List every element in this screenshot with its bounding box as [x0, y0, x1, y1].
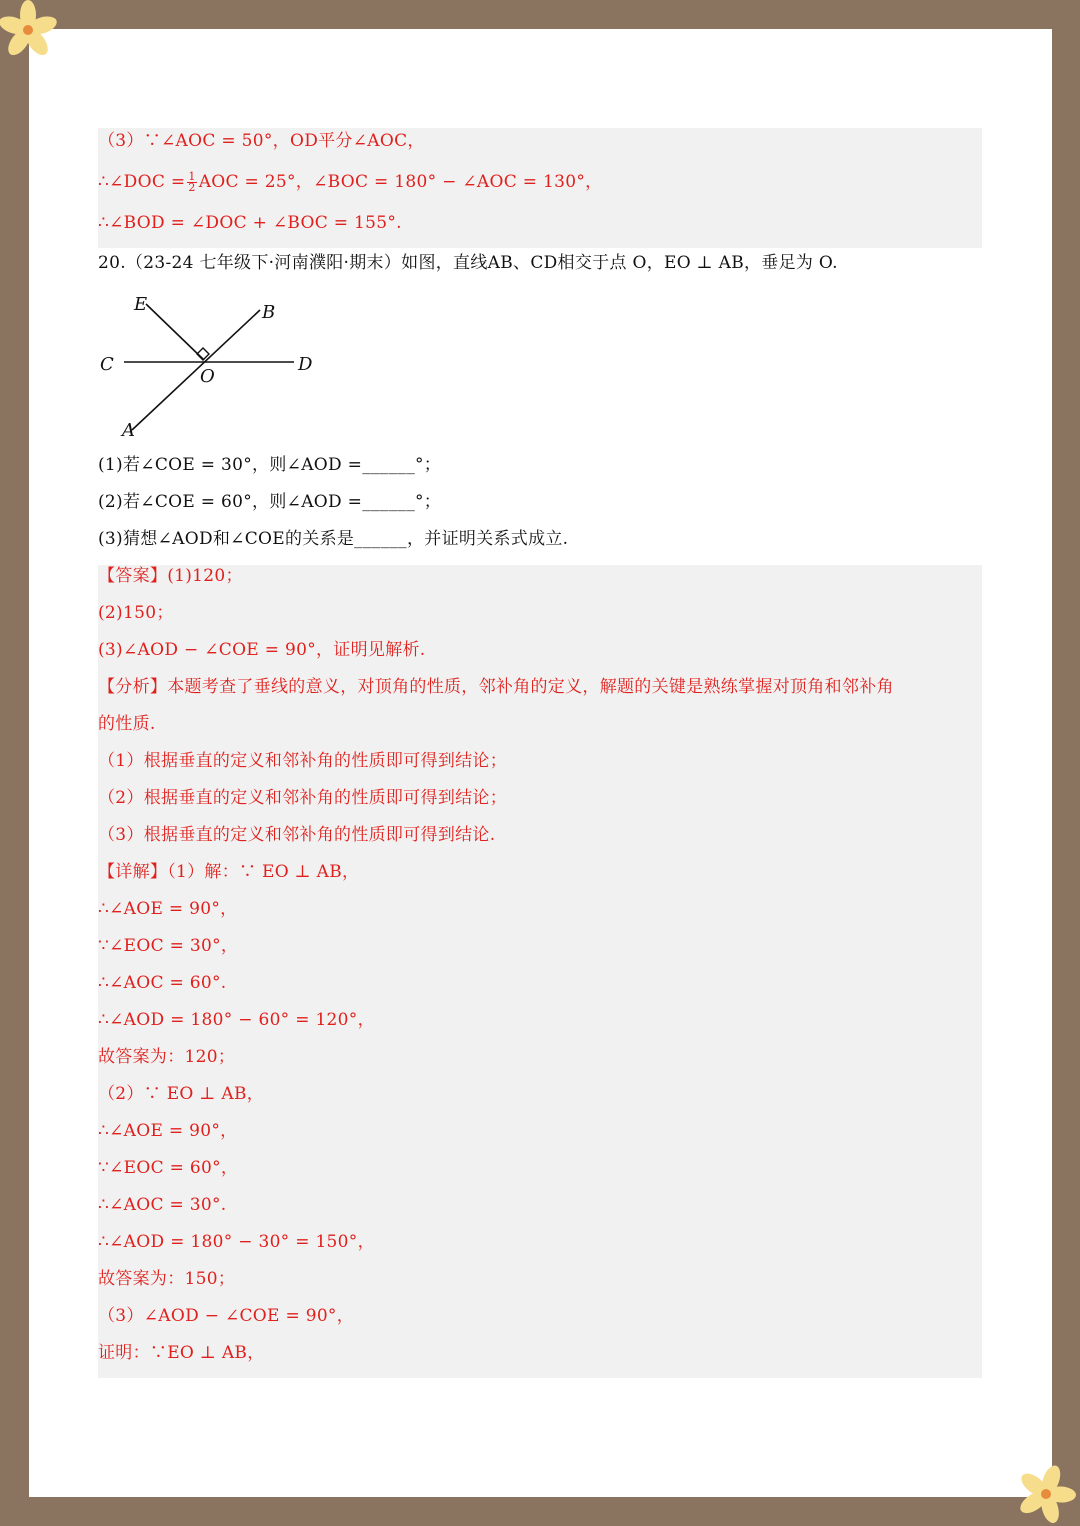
detail-line-3: ∵∠EOC = 30°，	[98, 936, 239, 956]
detail-line-9: ∵∠EOC = 60°，	[98, 1158, 239, 1178]
analysis-line-5: （3）根据垂直的定义和邻补角的性质即可得到结论.	[98, 825, 496, 845]
answer-line-3: (3)∠AOD − ∠COE = 90°，证明见解析.	[98, 640, 426, 660]
detail-line-7: （2）∵ EO ⊥ AB，	[98, 1084, 265, 1104]
prev-line-2	[98, 170, 998, 194]
detail-line-13: （3）∠AOD − ∠COE = 90°，	[98, 1306, 355, 1326]
label-e: E	[134, 294, 148, 315]
label-c: C	[100, 354, 114, 375]
detail-line-14: 证明：∵EO ⊥ AB，	[98, 1343, 265, 1363]
analysis-line-1: 【分析】本题考查了垂线的意义，对顶角的性质，邻补角的定义，解题的关键是熟练掌握对顶角和邻补角	[98, 677, 894, 697]
label-b: B	[262, 302, 276, 323]
detail-line-6: 故答案为：120；	[98, 1047, 236, 1067]
question-part-2: (2)若∠COE = 60°，则∠AOD =______°；	[98, 492, 442, 512]
fraction-half	[187, 172, 196, 193]
answer-line-2: (2)150；	[98, 603, 174, 623]
detail-line-4: ∴∠AOC = 60°.	[98, 973, 227, 993]
line-eo	[146, 304, 204, 360]
question-stem: 20.（23-24 七年级下·河南濮阳·期末）如图，直线AB、CD相交于点 O，EO ⊥ AB，垂足为 O.	[98, 253, 838, 273]
analysis-line-2: 的性质.	[98, 714, 156, 734]
analysis-line-4: （2）根据垂直的定义和邻补角的性质即可得到结论；	[98, 788, 508, 808]
detail-line-5: ∴∠AOD = 180° − 60° = 120°，	[98, 1010, 375, 1030]
label-o: O	[200, 366, 215, 387]
flower-decoration-icon	[0, 0, 62, 62]
analysis-line-3: （1）根据垂直的定义和邻补角的性质即可得到结论；	[98, 751, 508, 771]
question-part-3: (3)猜想∠AOD和∠COE的关系是______，并证明关系式成立.	[98, 529, 569, 549]
flower-decoration-icon	[1012, 1462, 1076, 1526]
geometry-figure	[94, 288, 334, 448]
label-d: D	[298, 354, 313, 375]
prev-line-1: （3）∵∠AOC = 50°，OD平分∠AOC，	[98, 131, 425, 151]
label-a: A	[122, 420, 135, 441]
question-part-1: (1)若∠COE = 30°，则∠AOD =______°；	[98, 455, 442, 475]
line-ab	[132, 310, 260, 430]
detail-line-2: ∴∠AOE = 90°，	[98, 899, 238, 919]
fraction-denominator: 2	[188, 181, 196, 194]
prev-line-2a: ∴∠DOC =	[98, 172, 186, 192]
detail-line-12: 故答案为：150；	[98, 1269, 236, 1289]
detail-line-10: ∴∠AOC = 30°.	[98, 1195, 227, 1215]
detail-line-1: 【详解】（1）解：∵ EO ⊥ AB，	[98, 862, 360, 882]
prev-line-2b: AOC = 25°，∠BOC = 180° − ∠AOC = 130°，	[198, 172, 603, 192]
detail-line-8: ∴∠AOE = 90°，	[98, 1121, 238, 1141]
prev-line-3: ∴∠BOD = ∠DOC + ∠BOC = 155°.	[98, 213, 402, 233]
detail-line-11: ∴∠AOD = 180° − 30° = 150°，	[98, 1232, 375, 1252]
fraction-numerator: 1	[188, 170, 196, 183]
answer-line-1: 【答案】(1)120；	[98, 566, 243, 586]
